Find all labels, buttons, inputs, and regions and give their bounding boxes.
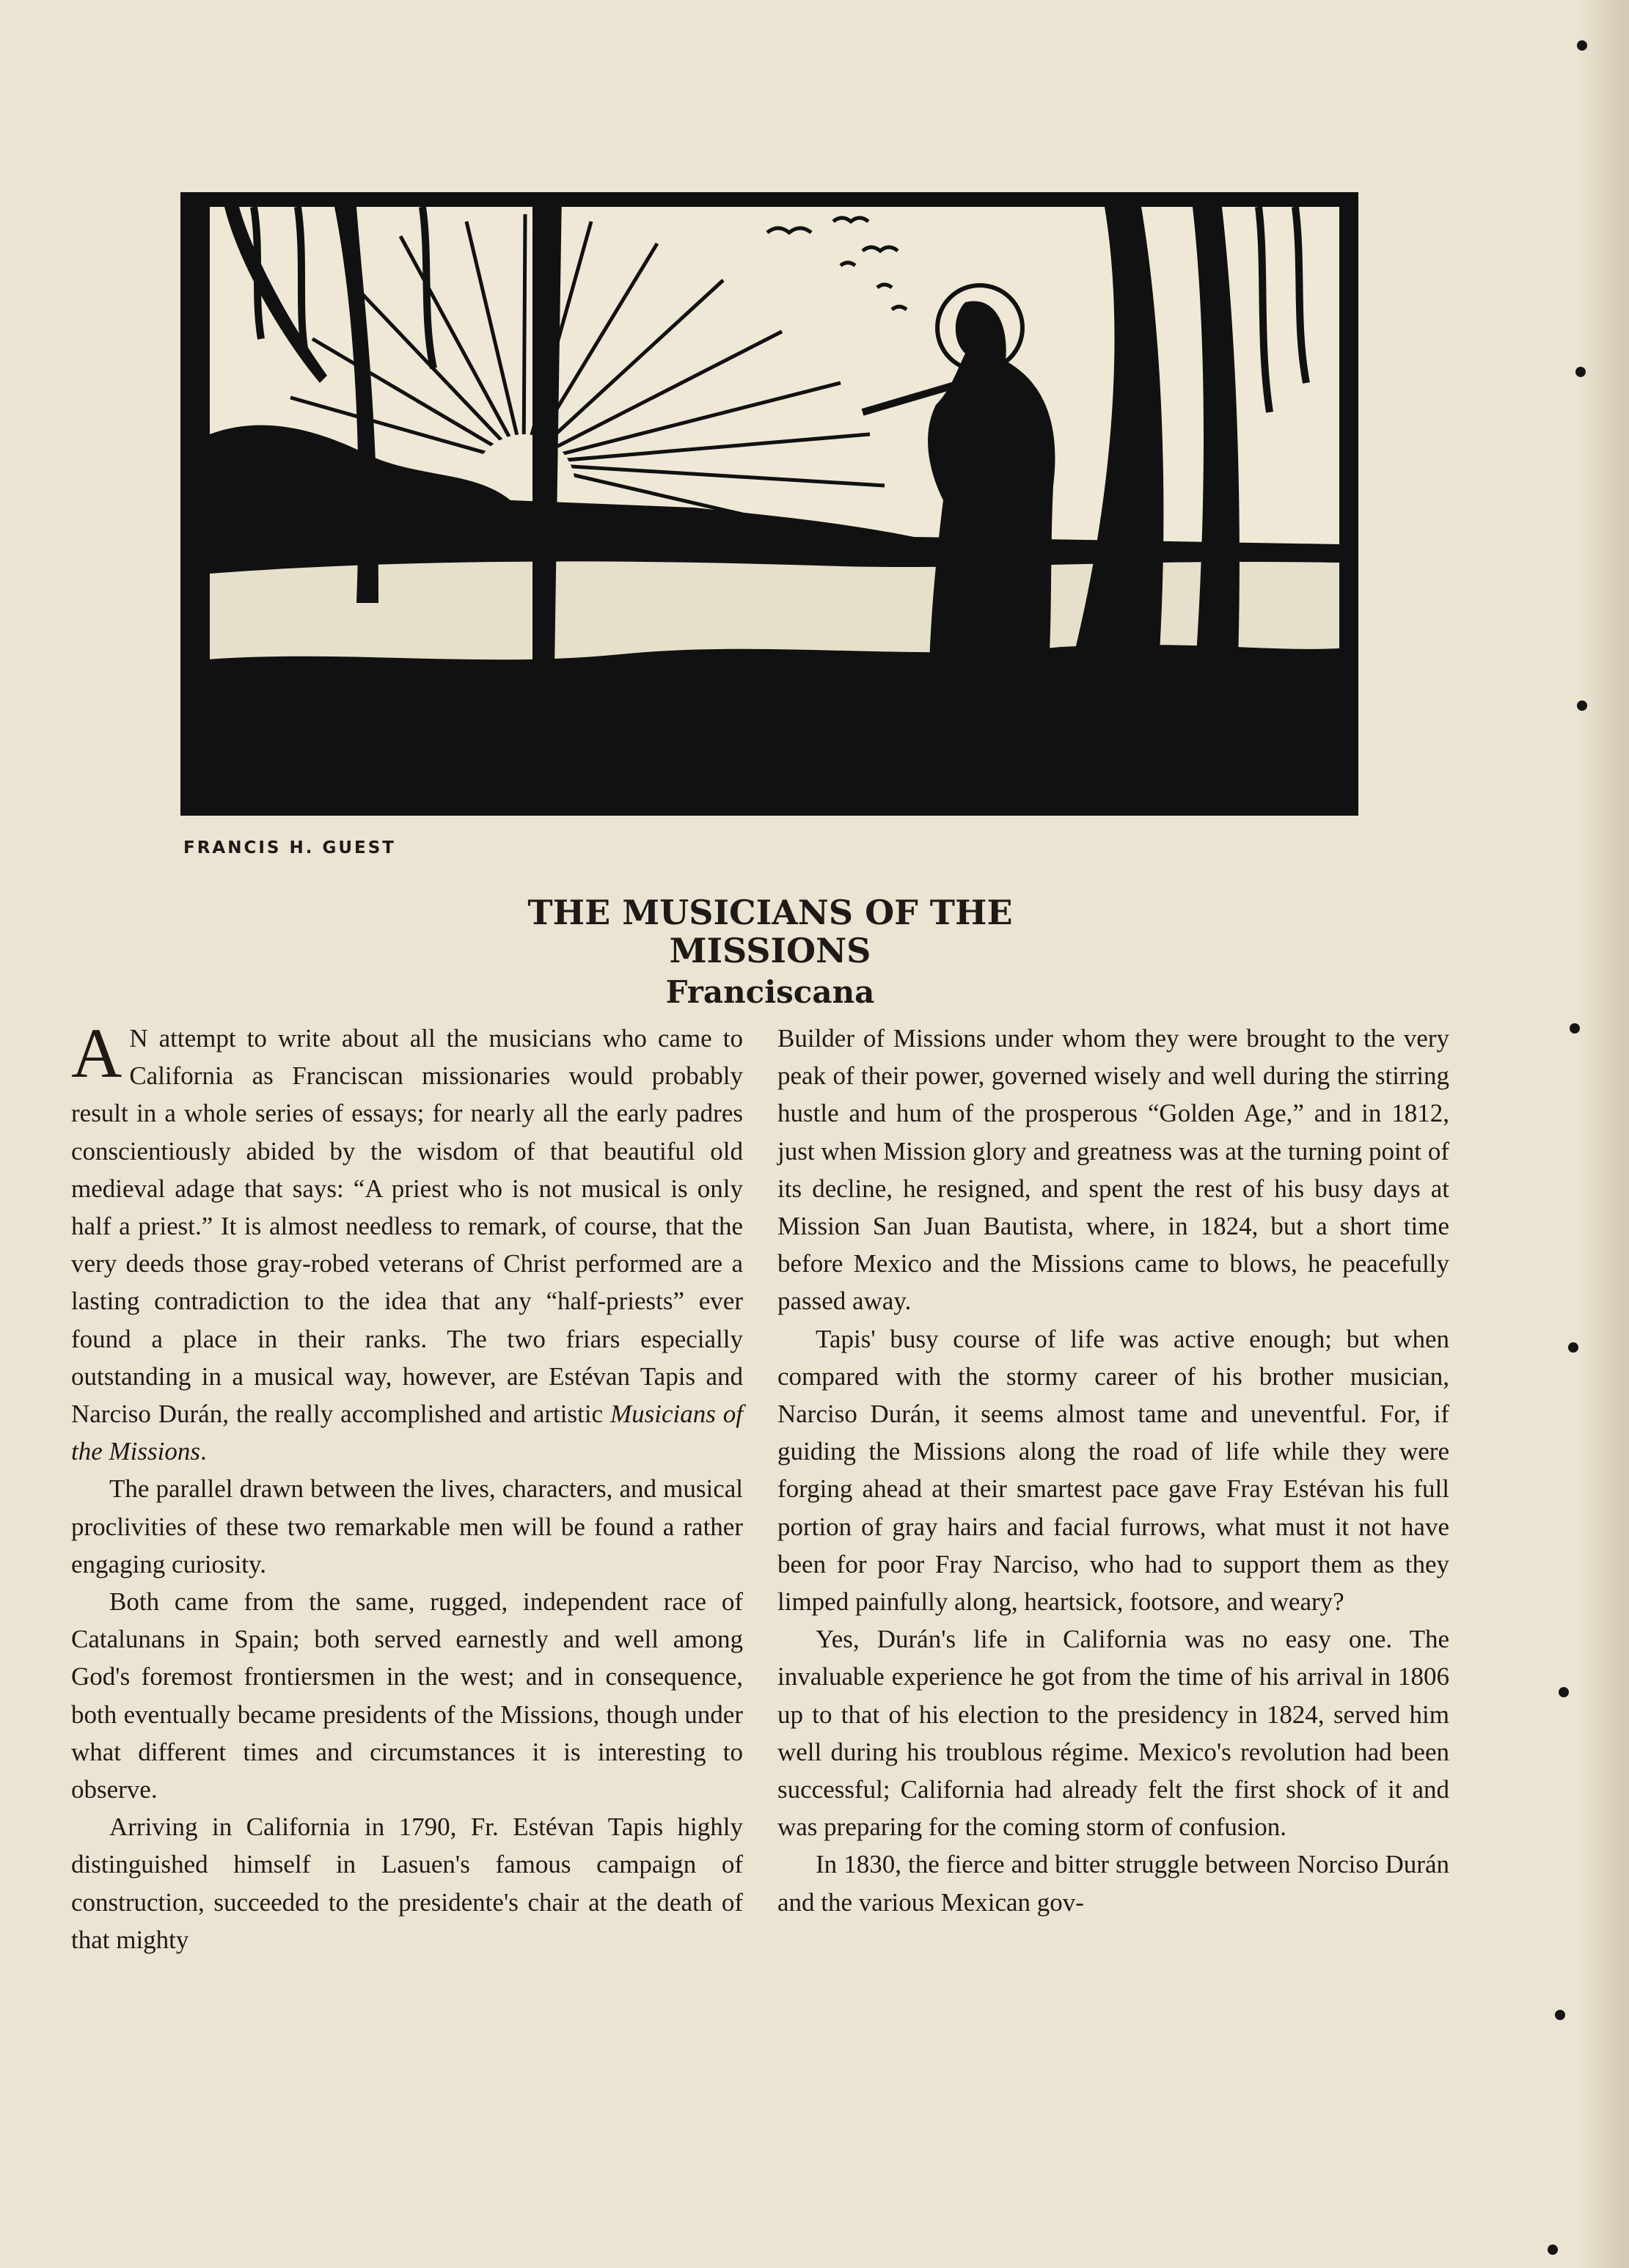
right-column [777, 1020, 1449, 1921]
binding-hole [1568, 1342, 1578, 1353]
paragraph: Both came from the same, rugged, independent race of Catalunans in Spain; both served earnestly and well among God's foremost frontiersmen in the west; and in consequence, both eventually became presidents of the Missions, though under what different times and circumstances it is interesting to observe. [71, 1587, 743, 1804]
paragraph [71, 1014, 744, 1470]
paragraph: The parallel drawn between the lives, characters, and musical proclivities of these two remarkable men will be found a rather engaging curiosity. [71, 1474, 743, 1579]
article-subtitle: Franciscana [665, 974, 875, 1010]
paragraph: Yes, Durán's life in California was no easy one. The invaluable experience he got from the time of his arrival in 1806 up to that of his election to the presidency in 1824, served him well during his troublous régime. Mexico's revolution had been successful; California had already felt the first shock of it and was preparing for the coming storm of confusion. [777, 1625, 1449, 1842]
binding-hole [1555, 2010, 1565, 2020]
binding-hole [1575, 367, 1586, 377]
drop-cap: A [71, 1014, 122, 1092]
binding-hole [1559, 1687, 1569, 1697]
article-title [440, 893, 1100, 970]
italic-title: Musicians of the Missions [71, 1400, 744, 1466]
title-line-2: MISSIONS [669, 931, 871, 970]
title-line-1: THE MUSICIANS OF THE [527, 893, 1013, 932]
silhouette-friar-flute-icon [180, 192, 1358, 816]
paragraph-text: . [199, 1437, 207, 1466]
paragraph: In 1830, the fierce and bitter struggle between Norciso Durán and the various Mexican gov- [777, 1850, 1449, 1917]
page-edge-shadow [1578, 0, 1629, 2268]
paragraph: Tapis' busy course of life was active enough; but when compared with the stormy career of his brother musician, Narciso Durán, it seems almost tame and uneventful. For, if guiding the Missions along the road of life while they were forging ahead at their smartest pace gave Fray Estévan his full portion of gray hairs and facial furrows, what must it not have been for poor Fray Narciso, who had to support them as they limped painfully along, heartsick, footsore, and weary? [777, 1324, 1449, 1617]
paragraph-text: N attempt to write about all the musicians who came to California as Franciscan missionaries would probably result in a whole series of essays; for nearly all the early padres conscientiously abided by the wisdom of that beautiful old medieval adage that says: “A priest who is not musical is only half a priest.” It is almost needless to remark, of course, that the very deeds those gray-robed veterans of Christ performed are a lasting contradiction to the idea that any “half-priests” ever found a place in their ranks. The two friars especially outstanding in a musical way, however, are Estévan Tapis and Narciso Durán, the really accomplished and artistic [71, 1024, 743, 1429]
paragraph: Builder of Missions under whom they were brought to the very peak of their power, governed wisely and well during the stirring hustle and hum of the prosperous “Golden Age,” and in 1812, just when Mission glory and greatness was at the turning point of its decline, he resigned, and spent the rest of his busy days at Mission San Juan Bautista, where, in 1824, but a short time before Mexico and the Missions came to blows, he peacefully passed away. [777, 1024, 1449, 1316]
binding-hole [1548, 2245, 1558, 2255]
binding-hole [1577, 40, 1587, 51]
binding-hole [1577, 700, 1587, 711]
left-column [71, 1014, 744, 1958]
illustration-credit: FRANCIS H. GUEST [183, 838, 396, 857]
binding-hole [1570, 1023, 1580, 1034]
paragraph: Arriving in California in 1790, Fr. Estévan Tapis highly distinguished himself in Lasuen's famous campaign of construction, succeeded to the presidente's chair at the death of that mighty [71, 1812, 743, 1954]
